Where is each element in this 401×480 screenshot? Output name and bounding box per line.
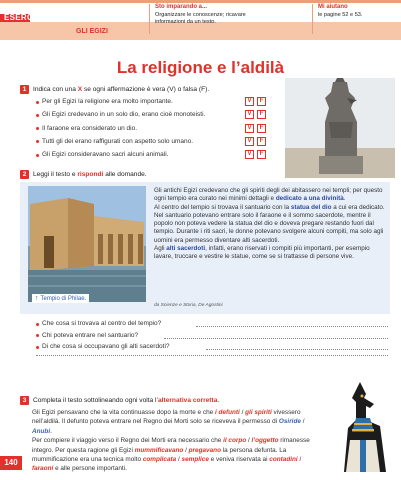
choice-option[interactable]: gli spiriti [245, 409, 272, 416]
choice-option[interactable]: pregavano [188, 446, 221, 454]
image-caption: ↑ Tempio di Philae. [32, 294, 89, 303]
true-checkbox[interactable]: V [245, 110, 254, 119]
false-checkbox[interactable]: F [257, 97, 266, 106]
choice-option[interactable]: contadini [269, 456, 298, 464]
question-text: Di che cosa si occupavano gli alti sacerdoti? [42, 343, 170, 350]
statement-text: Per gli Egizi la religione era molto importante. [42, 98, 173, 105]
false-checkbox[interactable]: F [257, 110, 266, 119]
answer-line[interactable] [36, 355, 388, 356]
false-checkbox[interactable]: F [257, 150, 266, 159]
reading-source: da Scienze e Storia, De Agostini [154, 303, 223, 308]
question-text: Chi poteva entrare nel santuario? [42, 331, 139, 339]
anubis-image [330, 380, 396, 472]
bullet-icon [36, 154, 39, 157]
answer-line[interactable] [196, 326, 388, 327]
choice-option[interactable]: complicata [142, 456, 177, 464]
exercise-number: 3 [20, 396, 29, 405]
false-checkbox[interactable]: F [257, 124, 266, 133]
answer-line[interactable] [206, 349, 388, 350]
page-title: La religione e l’aldilà [116, 58, 285, 77]
choice-option[interactable]: semplice [181, 456, 209, 464]
bullet-icon [36, 140, 39, 143]
learn-text: Organizzare le conoscenze; ricavare informazioni da un testo. [155, 12, 246, 25]
header-top-stripe [0, 0, 401, 3]
true-checkbox[interactable]: V [245, 137, 254, 146]
reading-text: Gli antichi Egizi credevano che gli spiriti degli dei abitassero nei templi; per questo ogni tempio era curato nei minimi dettagli e dedicato a una divinità. Al centro del tempio si trovava il santuario con la statua del dio a cui era dedicato. Nel santuario potevano entrare solo il faraone e il sommo sacerdote, mentre il popolo non poteva vedere la statua del dio e doveva pregare restando fuori dal tempio. Durante i riti sacri, le donne potevano svolgere alcuni compiti, ma solo agli uomini era permesso diventare alti sacerdoti. Agli alti sacerdoti, infatti, erano riservati i compiti più importanti, per esempio lavare, truccare e vestire le statue, come se si trattasse di persone vive. [154, 187, 385, 261]
arrow-up-icon: ↑ [35, 295, 39, 302]
true-checkbox[interactable]: V [245, 97, 254, 106]
exercise1-instruction: Indica con una X se ogni affermazione è vera (V) o falsa (F). [33, 86, 210, 93]
statement-text: Il faraone era considerato un dio. [42, 124, 138, 132]
statement-text: Gli Egizi consideravano sacri alcuni animali. [42, 151, 169, 159]
exercise3-instruction: Completa il testo sottolineando ogni volta l’alternativa corretta. [33, 397, 220, 404]
false-checkbox[interactable]: F [257, 137, 266, 146]
exercise3-text: Gli Egizi pensavano che la vita continuasse dopo la morte e che i defunti / gli spiriti vivessero nell’aldilà. Il defunto poteva entrare nel Regno dei Morti solo se riceveva il permesso di Osiride / Anubi. Per compiere il viaggio verso il Regno dei Morti era necessario che il corpo / l’oggetto rimanesse integro. Per questa ragione gli Egizi mummificavano / pregavano la persona defunta. La mummificazione era una tecnica molto complicata / semplice e veniva riservata ai contadini / faraoni e alle persone importanti. [32, 409, 310, 473]
bullet-icon [36, 323, 39, 326]
help-text: le pagine 52 e 53. [318, 12, 363, 18]
true-checkbox[interactable]: V [245, 150, 254, 159]
statement-text: Gli Egizi credevano in un solo dio, erano cioè monoteisti. [42, 111, 206, 119]
temple-of-philae-image [28, 186, 146, 302]
exercise2-instruction: Leggi il testo e rispondi alle domande. [33, 171, 147, 178]
page-number: 140 [0, 456, 22, 470]
choice-option[interactable]: faraoni [32, 465, 54, 473]
header-divider [312, 4, 313, 34]
choice-option[interactable]: Anubi [32, 427, 51, 435]
bullet-icon [36, 114, 39, 117]
choice-option[interactable]: il corpo [223, 437, 247, 445]
section-tab-label: ESERCIZI [4, 13, 44, 22]
topic-label: GLI EGIZI [76, 28, 108, 35]
bullet-icon [36, 127, 39, 130]
choice-option[interactable]: i defunti [214, 409, 240, 416]
header-divider [149, 4, 150, 34]
true-checkbox[interactable]: V [245, 124, 254, 133]
exercise-number: 2 [20, 170, 29, 179]
help-title: Mi aiutano [318, 4, 348, 10]
question-text: Che cosa si trovava al centro del tempio? [42, 320, 162, 327]
choice-option[interactable]: l’oggetto [251, 437, 279, 445]
bullet-icon [36, 334, 39, 337]
exercise-number: 1 [20, 85, 29, 94]
statement-text: Tutti gli dei erano raffigurati con aspetto solo umano. [42, 137, 194, 145]
bullet-icon [36, 346, 39, 349]
answer-line[interactable] [164, 338, 388, 339]
choice-option[interactable]: Osiride [278, 418, 301, 426]
bullet-icon [36, 101, 39, 104]
choice-option[interactable]: mummificavano [134, 446, 184, 454]
header-band [0, 0, 401, 40]
horus-statue-image [285, 78, 395, 178]
learn-title: Sto imparando a... [155, 4, 208, 10]
